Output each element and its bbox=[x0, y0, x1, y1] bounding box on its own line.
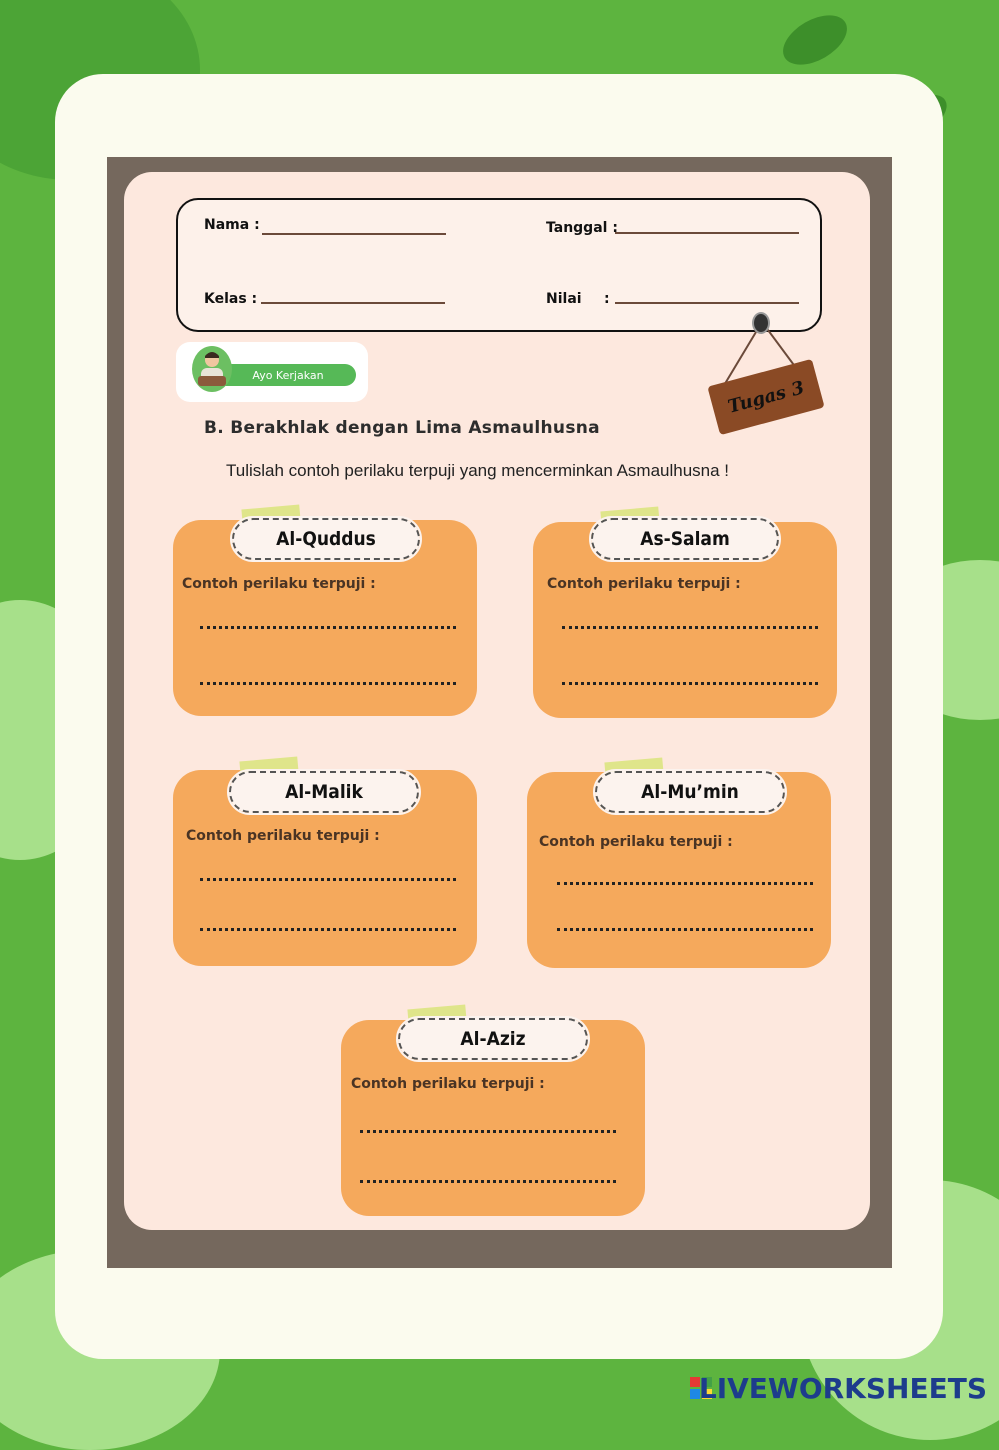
card-title-al-mumin: Al-Mu’min bbox=[595, 771, 785, 813]
answer-line-2[interactable] bbox=[360, 1180, 616, 1183]
nilai-colon: : bbox=[604, 291, 610, 307]
answer-line-2[interactable] bbox=[562, 682, 818, 685]
card-prompt-label: Contoh perilaku terpuji : bbox=[539, 834, 733, 850]
instruction-text: Tulislah contoh perilaku terpuji yang mencerminkan Asmaulhusna ! bbox=[226, 461, 730, 480]
sign-string bbox=[0, 0, 999, 450]
card-prompt-label: Contoh perilaku terpuji : bbox=[182, 576, 376, 592]
card-prompt-label: Contoh perilaku terpuji : bbox=[351, 1076, 545, 1092]
answer-line-1[interactable] bbox=[557, 882, 813, 885]
card-title-al-aziz: Al-Aziz bbox=[398, 1018, 588, 1060]
ayo-kerjakan-label: Ayo Kerjakan bbox=[198, 364, 356, 386]
card-title-as-salam: As-Salam bbox=[591, 518, 779, 560]
answer-line-2[interactable] bbox=[557, 928, 813, 931]
nama-label: Nama : bbox=[204, 217, 260, 233]
tanggal-label: Tanggal : bbox=[546, 220, 618, 236]
card-title-al-quddus: Al-Quddus bbox=[232, 518, 420, 560]
liveworksheets-brand[interactable]: LIVEWORKSHEETS bbox=[698, 1372, 987, 1405]
card-prompt-label: Contoh perilaku terpuji : bbox=[547, 576, 741, 592]
nilai-label: Nilai bbox=[546, 291, 582, 307]
answer-line-2[interactable] bbox=[200, 682, 456, 685]
tugas-sign: Tugas 3 bbox=[707, 359, 824, 435]
pin-icon bbox=[752, 312, 770, 334]
answer-line-1[interactable] bbox=[200, 626, 456, 629]
answer-line-1[interactable] bbox=[360, 1130, 616, 1133]
answer-line-2[interactable] bbox=[200, 928, 456, 931]
answer-line-1[interactable] bbox=[562, 626, 818, 629]
answer-line-1[interactable] bbox=[200, 878, 456, 881]
card-title-al-malik: Al-Malik bbox=[229, 771, 419, 813]
student-avatar-icon bbox=[192, 346, 232, 392]
card-prompt-label: Contoh perilaku terpuji : bbox=[186, 828, 380, 844]
kelas-label: Kelas : bbox=[204, 291, 258, 307]
section-title: B. Berakhlak dengan Lima Asmaulhusna bbox=[204, 418, 600, 438]
